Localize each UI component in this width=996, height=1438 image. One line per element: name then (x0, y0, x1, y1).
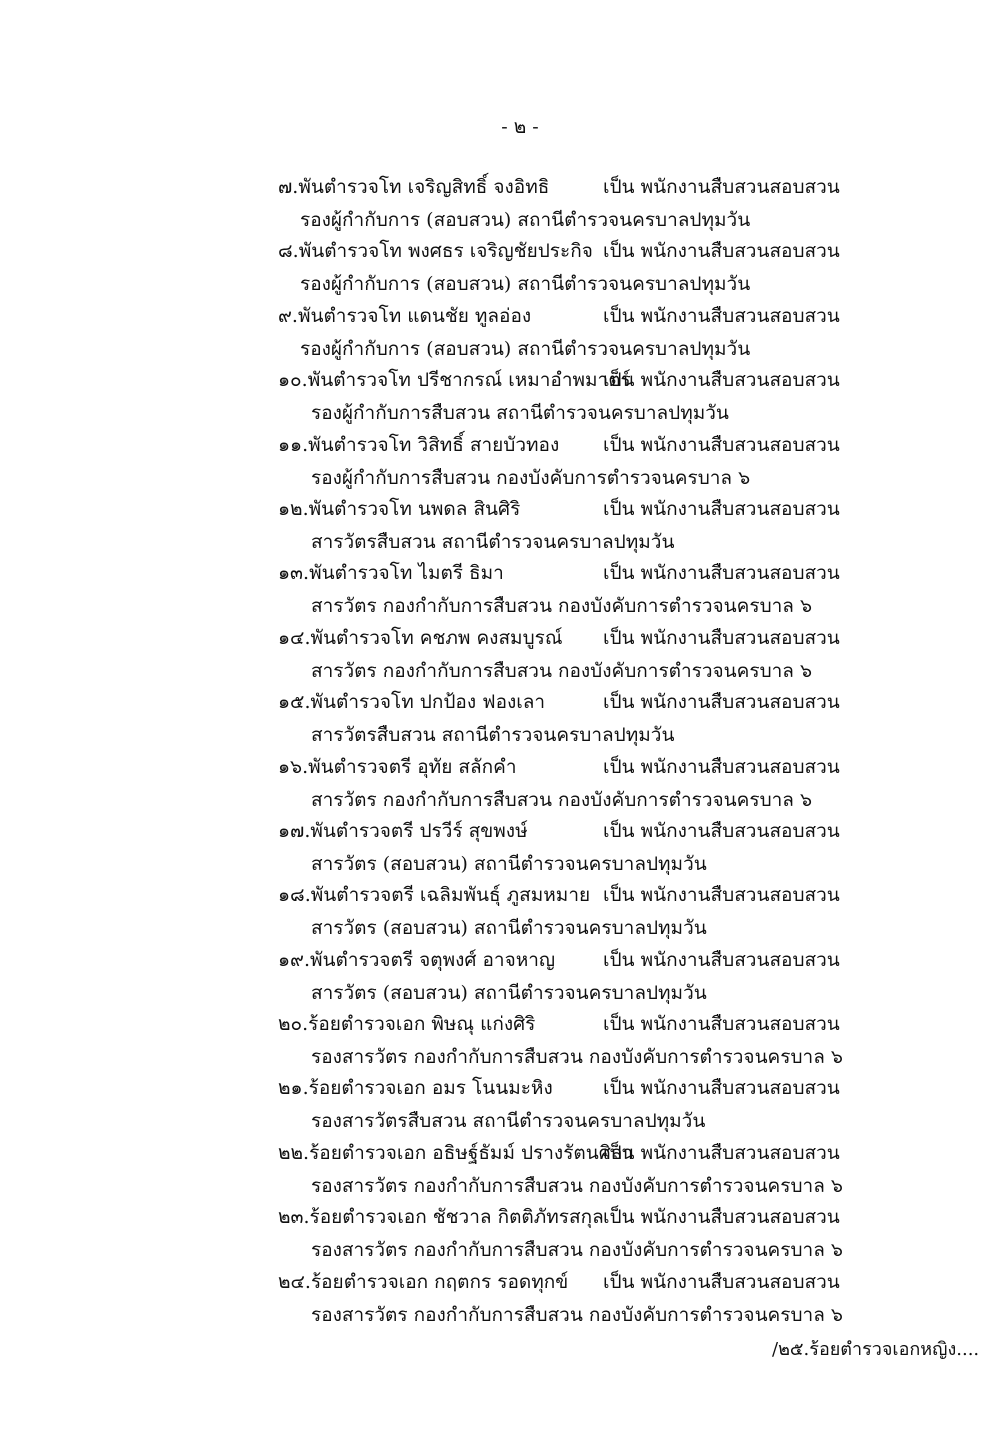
officer-position: รองผู้กำกับการ (สอบสวน) สถานีตำรวจนครบาลปทุมวัน (300, 273, 751, 296)
appointment-list (0, 172, 996, 1331)
officer-position: รองสารวัตร กองกำกับการสืบสวน กองบังคับการตำรวจนครบาล ๖ (311, 1174, 843, 1197)
officer-role: เป็น พนักงานสืบสวนสอบสวน (603, 497, 840, 520)
list-item (0, 945, 996, 1009)
officer-position: สารวัตร (สอบสวน) สถานีตำรวจนครบาลปทุมวัน (311, 981, 707, 1004)
officer-position: สารวัตร กองกำกับการสืบสวน กองบังคับการตำรวจนครบาล ๖ (311, 659, 813, 682)
officer-position: รองผู้กำกับการ (สอบสวน) สถานีตำรวจนครบาลปทุมวัน (300, 209, 751, 231)
officer-name: ๑๙.พันตำรวจตรี จตุพงศ์ อาจหาญ (278, 948, 556, 971)
officer-role: เป็น พนักงานสืบสวนสอบสวน (603, 1013, 840, 1036)
officer-name: ๑๗.พันตำรวจตรี ปรวีร์ สุขพงษ์ (278, 819, 528, 842)
officer-name: ๑๔.พันตำรวจโท คชภพ คงสมบูรณ์ (278, 626, 563, 649)
officer-name: ๑๑.พันตำรวจโท วิสิทธิ์ สายบัวทอง (278, 433, 560, 456)
officer-role: เป็น พนักงานสืบสวนสอบสวน (603, 1141, 840, 1164)
officer-position: รองสารวัตร กองกำกับการสืบสวน กองบังคับการตำรวจนครบาล ๖ (311, 1239, 843, 1262)
officer-name: ๒๔.ร้อยตำรวจเอก กฤตกร รอดทุกข์ (278, 1270, 569, 1293)
officer-name: ๙.พันตำรวจโท แดนชัย ทูลอ่อง (278, 304, 532, 327)
officer-name: ๑๒.พันตำรวจโท นพดล สินศิริ (278, 497, 521, 520)
list-item (0, 430, 996, 494)
officer-name: ๘.พันตำรวจโท พงศธร เจริญชัยประกิจ (278, 240, 593, 263)
officer-position: รองสารวัตร กองกำกับการสืบสวน กองบังคับการตำรวจนครบาล ๖ (311, 1046, 843, 1069)
officer-position: รองผู้กำกับการสืบสวน กองบังคับการตำรวจนครบาล ๖ (311, 466, 751, 489)
list-item (0, 1009, 996, 1073)
list-item (0, 1073, 996, 1137)
officer-role: เป็น พนักงานสืบสวนสอบสวน (603, 240, 840, 263)
officer-role: เป็น พนักงานสืบสวนสอบสวน (603, 755, 840, 778)
officer-name: ๒๒.ร้อยตำรวจเอก อธิษฐ์ธัมม์ ปรางรัตนศิลา (278, 1141, 634, 1164)
officer-role: เป็น พนักงานสืบสวนสอบสวน (603, 948, 840, 971)
officer-role: เป็น พนักงานสืบสวนสอบสวน (603, 562, 840, 585)
list-item (0, 558, 996, 622)
list-item (0, 365, 996, 429)
officer-name: ๑๕.พันตำรวจโท ปกป้อง ฟองเลา (278, 691, 546, 714)
officer-position: สารวัตร กองกำกับการสืบสวน กองบังคับการตำรวจนครบาล ๖ (311, 595, 813, 618)
list-item (0, 816, 996, 880)
officer-name: ๒๓.ร้อยตำรวจเอก ชัชวาล กิตติภัทรสกุล (278, 1206, 604, 1229)
list-item (0, 752, 996, 816)
officer-position: รองผู้กำกับการสืบสวน สถานีตำรวจนครบาลปทุมวัน (311, 402, 729, 425)
list-item (0, 494, 996, 558)
list-item (0, 172, 996, 236)
officer-role: เป็น พนักงานสืบสวนสอบสวน (603, 433, 840, 456)
officer-role: เป็น พนักงานสืบสวนสอบสวน (603, 369, 840, 392)
list-item (0, 301, 996, 365)
page-number: - ๒ - (501, 116, 539, 138)
list-item (0, 687, 996, 751)
officer-name: ๑๘.พันตำรวจตรี เฉลิมพันธุ์ ภูสมหมาย (278, 884, 591, 907)
officer-position: สารวัตร (สอบสวน) สถานีตำรวจนครบาลปทุมวัน (311, 917, 707, 940)
officer-name: ๑๓.พันตำรวจโท ไมตรี ธิมา (278, 562, 504, 585)
officer-name: ๒๑.ร้อยตำรวจเอก อมร โนนมะหิง (278, 1077, 553, 1100)
officer-position: สารวัตร (สอบสวน) สถานีตำรวจนครบาลปทุมวัน (311, 852, 707, 875)
officer-position: รองสารวัตร กองกำกับการสืบสวน กองบังคับการตำรวจนครบาล ๖ (311, 1303, 843, 1326)
officer-name: ๗.พันตำรวจโท เจริญสิทธิ์ จงอิทธิ (278, 176, 550, 198)
officer-role: เป็น พนักงานสืบสวนสอบสวน (603, 1270, 840, 1293)
officer-position: สารวัตรสืบสวน สถานีตำรวจนครบาลปทุมวัน (311, 530, 675, 553)
officer-name: ๑๐.พันตำรวจโท ปรีชากรณ์ เหมาอำพมาตร์ (278, 369, 631, 392)
officer-position: สารวัตร กองกำกับการสืบสวน กองบังคับการตำรวจนครบาล ๖ (311, 788, 813, 811)
officer-role: เป็น พนักงานสืบสวนสอบสวน (603, 1077, 840, 1100)
list-item (0, 1202, 996, 1266)
officer-position: สารวัตรสืบสวน สถานีตำรวจนครบาลปทุมวัน (311, 724, 675, 747)
list-item (0, 1138, 996, 1202)
officer-role: เป็น พนักงานสืบสวนสอบสวน (603, 626, 840, 649)
officer-role: เป็น พนักงานสืบสวนสอบสวน (603, 819, 840, 842)
list-item (0, 880, 996, 944)
officer-position: รองผู้กำกับการ (สอบสวน) สถานีตำรวจนครบาลปทุมวัน (300, 337, 751, 360)
officer-role: เป็น พนักงานสืบสวนสอบสวน (603, 176, 840, 198)
officer-position: รองสารวัตรสืบสวน สถานีตำรวจนครบาลปทุมวัน (311, 1110, 706, 1133)
list-item (0, 623, 996, 687)
list-item (0, 236, 996, 300)
officer-role: เป็น พนักงานสืบสวนสอบสวน (603, 1206, 840, 1229)
officer-name: ๑๖.พันตำรวจตรี อุทัย สลักคำ (278, 755, 517, 778)
officer-role: เป็น พนักงานสืบสวนสอบสวน (603, 884, 840, 907)
list-item (0, 1267, 996, 1331)
continuation-note: /๒๕.ร้อยตำรวจเอกหญิง.... (772, 1339, 980, 1360)
officer-name: ๒๐.ร้อยตำรวจเอก พิษณุ แก่งศิริ (278, 1013, 536, 1036)
officer-role: เป็น พนักงานสืบสวนสอบสวน (603, 691, 840, 714)
officer-role: เป็น พนักงานสืบสวนสอบสวน (603, 304, 840, 327)
